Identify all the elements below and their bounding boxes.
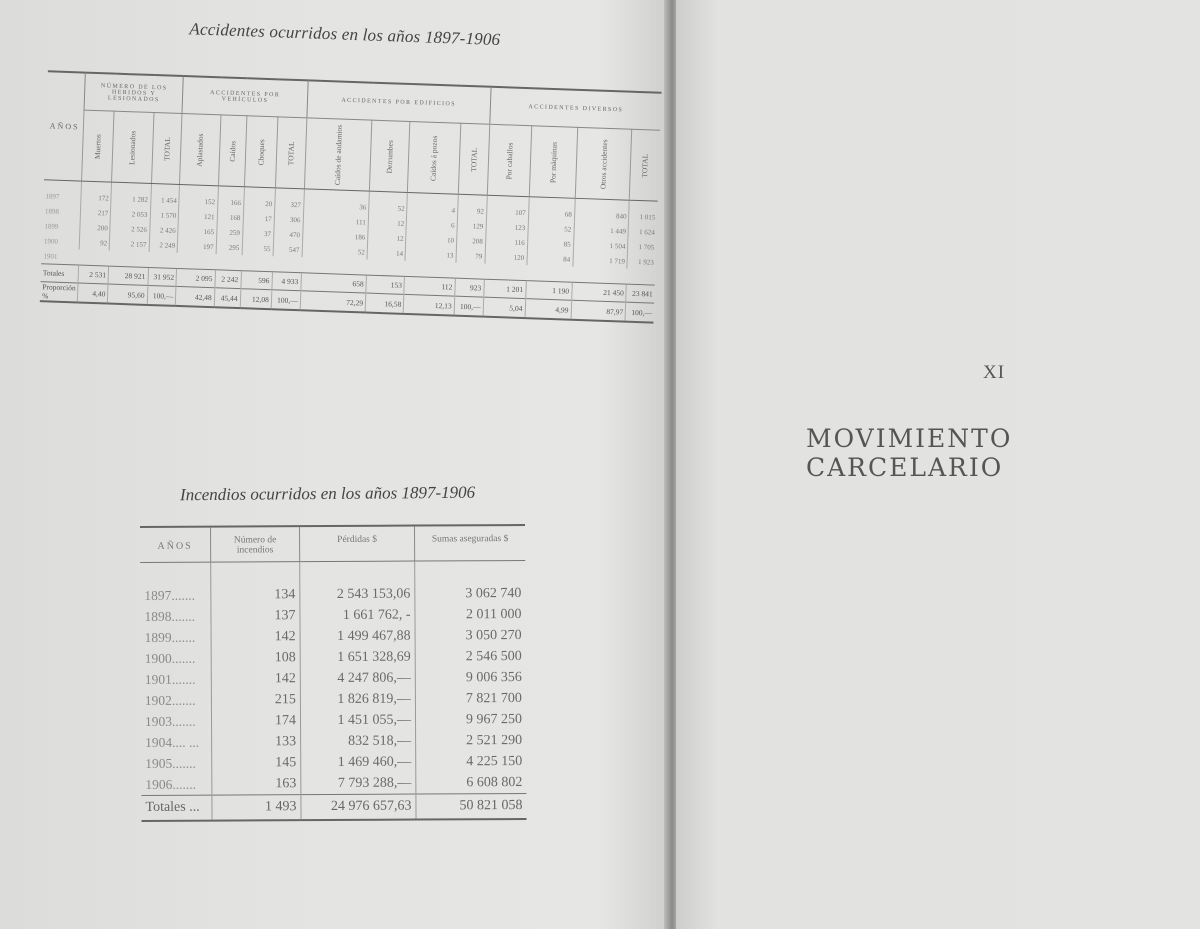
table-row (141, 688, 526, 711)
accidents-cell: 186 (302, 227, 368, 244)
accidents-cell: 2 053 (111, 206, 151, 222)
accidents-subheader-label: Por máquinas (547, 141, 559, 183)
accidents-subheader (218, 115, 246, 187)
fires-year: 1898....... (144, 608, 196, 624)
accidents-totals-label: Totales (41, 264, 79, 283)
accidents-total-cell: 923 (455, 278, 484, 297)
accidents-table (40, 70, 662, 323)
fires-year: 1899....... (144, 629, 196, 645)
accidents-cell: 1 719 (572, 252, 627, 269)
accidents-year: 1897 (45, 191, 60, 201)
accidents-cell: 306 (274, 211, 303, 227)
accidents-subheader-label: TOTAL (640, 153, 651, 178)
accidents-cell: 1 570 (150, 207, 179, 223)
accidents-cell: 120 (485, 249, 527, 265)
accidents-cell: 1 015 (629, 200, 658, 224)
accidents-subheader (408, 121, 461, 194)
chapter-title: MOVIMIENTO CARCELARIO (806, 424, 1013, 482)
fires-count: 108 (211, 647, 300, 668)
fires-count: 163 (212, 773, 301, 795)
fires-losses: 7 793 288,— (301, 773, 416, 795)
fires-year: 1901....... (144, 671, 196, 687)
accidents-percent-cell: 16,58 (365, 293, 404, 314)
accidents-cell: 37 (242, 225, 274, 241)
accidents-cell: 2 426 (149, 222, 178, 238)
accidents-subheader (575, 127, 632, 200)
accidents-total-cell: 2 531 (78, 265, 109, 284)
accidents-cell: 116 (485, 234, 527, 250)
accidents-cell: 12 (368, 215, 407, 231)
accidents-group-header: ACCIDENTES POR VEHÍCULOS (182, 76, 308, 118)
accidents-cell: 1 454 (150, 183, 180, 207)
accidents-subheader (630, 129, 661, 201)
accidents-year: 1900 (43, 236, 59, 246)
accidents-cell: 92 (80, 235, 111, 251)
fires-insured: 3 050 270 (415, 625, 526, 647)
table-row (140, 560, 525, 606)
fires-insured: 2 521 290 (416, 730, 527, 752)
fires-year: 1897....... (144, 587, 196, 603)
accidents-cell: 1 923 (627, 254, 656, 270)
accidents-percent-cell: 72,29 (300, 291, 366, 313)
accidents-percent-cell: 5,04 (483, 297, 526, 318)
accidents-subheader (180, 114, 221, 186)
fires-totals-losses: 24 976 657,63 (301, 794, 416, 820)
fires-losses: 832 518,— (301, 731, 416, 753)
fires-insured: 6 608 802 (416, 772, 527, 794)
accidents-total-cell: 2 242 (215, 270, 241, 289)
fires-count: 134 (211, 562, 300, 606)
accidents-total-cell: 21 450 (571, 282, 626, 302)
accidents-year: 1898 (44, 206, 60, 216)
accidents-cell: 52 (302, 242, 368, 259)
accidents-cell: 84 (526, 250, 573, 267)
accidents-subheader (112, 111, 154, 183)
accidents-cell: 12 (368, 230, 407, 246)
fires-insured: 2 546 500 (415, 646, 526, 668)
fires-year: 1904.... ... (145, 734, 200, 750)
accidents-percent-cell: 100,— (271, 290, 301, 310)
accidents-subheader (275, 117, 306, 189)
accidents-cell: 2 249 (149, 237, 178, 253)
accidents-cell: 1 282 (111, 182, 151, 207)
accidents-cell: 4 (407, 192, 458, 217)
fires-count: 142 (211, 626, 300, 647)
accidents-cell: 20 (243, 187, 275, 212)
accidents-subheader (369, 120, 410, 192)
fires-title: Incendios ocurridos en los años 1897-1906 (179, 482, 476, 505)
accidents-group-header: ACCIDENTES DIVERSOS (489, 87, 661, 130)
accidents-subheader (304, 118, 372, 191)
accidents-cell: 208 (456, 233, 485, 249)
accidents-percent-label: Proporción % (40, 282, 79, 303)
fires-losses: 1 661 762, - (300, 605, 415, 627)
accidents-percent-cell: 42,48 (176, 286, 215, 307)
accidents-percent-cell: 100,— (625, 302, 654, 322)
fires-insured: 2 011 000 (415, 604, 526, 626)
fires-count: 137 (211, 605, 300, 626)
accidents-subheader-label: TOTAL (161, 136, 172, 161)
accidents-total-cell: 28 921 (108, 266, 148, 285)
accidents-cell: 10 (406, 231, 457, 248)
fires-insured: 9 967 250 (415, 709, 526, 731)
accidents-subheader (244, 116, 278, 188)
accidents-total-cell: 658 (301, 273, 367, 293)
accidents-subheader-label: Caídos (227, 140, 238, 162)
accidents-percent-cell: 4,40 (78, 283, 109, 304)
accidents-cell: 166 (217, 186, 244, 210)
fires-losses: 1 469 460,— (301, 752, 416, 774)
accidents-percent-cell: 12,08 (240, 289, 272, 310)
accidents-percent-cell: 100,— (454, 296, 484, 316)
fires-count: 145 (212, 752, 301, 773)
accidents-subheader (458, 123, 489, 195)
fires-losses: 2 543 153,06 (300, 561, 415, 605)
table-row (141, 709, 526, 732)
fires-count: 174 (211, 710, 300, 731)
accidents-cell: 129 (457, 218, 486, 234)
accidents-subheader-label: Por caballos (503, 141, 515, 180)
accidents-cell: 217 (81, 205, 112, 221)
accidents-cell: 2 526 (110, 221, 150, 237)
accidents-total-cell: 4 933 (272, 272, 301, 291)
fires-header-perdidas: Pérdidas $ (300, 526, 415, 562)
accidents-cell: 259 (216, 224, 242, 240)
accidents-subheader-label: TOTAL (468, 147, 479, 172)
accidents-cell: 172 (81, 181, 112, 206)
accidents-year: 1899 (44, 221, 59, 231)
fires-year: 1902....... (144, 692, 196, 708)
accidents-percent-cell: 45,44 (214, 288, 241, 308)
accidents-cell: 68 (528, 197, 575, 222)
fires-year: 1900....... (144, 650, 196, 666)
accidents-total-cell: 153 (366, 275, 405, 294)
fires-insured: 9 006 356 (415, 667, 526, 689)
accidents-subheader-label: Otros accidentes (598, 138, 609, 189)
fires-table-body (140, 560, 526, 795)
accidents-section (26, 10, 656, 421)
accidents-subheader-label: Lesionados (127, 130, 138, 165)
accidents-cell: 1 705 (628, 239, 657, 255)
fires-count: 142 (211, 668, 300, 689)
accidents-percent-cell: 4,99 (525, 299, 572, 320)
accidents-cell: 200 (80, 220, 111, 236)
accidents-percent-cell: 12,13 (404, 294, 455, 315)
accidents-cell: 168 (217, 209, 243, 225)
fires-losses: 4 247 806,— (300, 668, 415, 690)
fires-totals-label: Totales ... (141, 795, 212, 821)
accidents-group-header: NÚMERO DE LOS HERIDOS Y LESIONADOS (84, 73, 183, 114)
accidents-total-cell: 31 952 (147, 267, 176, 286)
accidents-year: 1901 (43, 251, 58, 261)
accidents-cell: 111 (303, 212, 369, 229)
fires-year: 1905....... (145, 755, 196, 771)
accidents-cell: 2 157 (109, 236, 149, 252)
accidents-cell: 197 (177, 238, 216, 254)
accidents-total-cell: 1 190 (525, 281, 572, 301)
fires-header-anos: AÑOS (140, 527, 211, 563)
fires-totals-count: 1 493 (212, 795, 301, 821)
accidents-cell: 107 (486, 195, 529, 220)
fires-insured: 7 821 700 (415, 688, 526, 710)
accidents-subheader (529, 126, 577, 199)
fires-losses: 1 826 819,— (300, 689, 415, 711)
accidents-total-cell: 23 841 (626, 284, 655, 303)
accidents-total-cell: 112 (404, 276, 455, 296)
accidents-cell: 92 (457, 194, 487, 218)
fires-losses: 1 451 055,— (300, 710, 415, 732)
accidents-cell: 123 (486, 219, 528, 235)
accidents-cell: 470 (273, 226, 302, 242)
accidents-cell: 17 (243, 210, 275, 226)
accidents-cell: 1 624 (628, 224, 657, 240)
fires-totals-row (141, 793, 526, 821)
table-row (141, 751, 526, 774)
accidents-cell: 1 449 (573, 222, 628, 239)
accidents-subheader (82, 110, 114, 182)
fires-year: 1903....... (144, 713, 196, 729)
fires-year: 1906....... (145, 776, 197, 792)
accidents-cell: 6 (406, 216, 457, 233)
accidents-total-cell: 2 095 (176, 268, 215, 287)
table-row (141, 667, 526, 690)
accidents-subheader-label: Muertos (93, 133, 104, 159)
accidents-cell: 79 (456, 248, 485, 264)
accidents-subheader-label: Caídos de andamios (332, 124, 344, 185)
accidents-percent-cell: 95,60 (108, 284, 148, 305)
fires-count: 215 (211, 689, 300, 710)
fires-table (140, 524, 527, 822)
fires-count: 133 (212, 731, 301, 752)
table-row (141, 625, 526, 648)
fires-header-sumas: Sumas aseguradas $ (415, 525, 526, 561)
accidents-total-cell: 1 201 (483, 279, 525, 298)
accidents-total-cell: 596 (240, 271, 272, 290)
accidents-percent-cell: 87,97 (571, 300, 626, 321)
accidents-cell: 55 (242, 240, 274, 256)
accidents-cell: 85 (527, 235, 574, 252)
accidents-percent-cell: 100,— (147, 285, 177, 305)
accidents-cell: 1 504 (573, 237, 628, 254)
accidents-header-anos: AÑOS (44, 71, 86, 181)
table-row (140, 604, 525, 627)
accidents-subheader-label: TOTAL (285, 140, 296, 165)
table-row (141, 646, 526, 669)
accidents-subheader-label: Choques (255, 138, 266, 166)
accidents-subheader-label: Derrumbes (384, 139, 395, 174)
fires-header-numero: Número de incendios (211, 526, 300, 562)
chapter-number: XI (983, 362, 1006, 383)
accidents-cell: 36 (303, 189, 369, 215)
accidents-subheader (151, 113, 182, 185)
accidents-subheader-label: Caídos á pozos (428, 134, 440, 181)
accidents-cell: 14 (367, 245, 406, 261)
accidents-cell: 121 (179, 208, 218, 224)
accidents-subheader-label: Aplastados (195, 132, 206, 167)
fires-losses: 1 651 328,69 (300, 647, 415, 669)
accidents-subheader (487, 124, 531, 196)
accidents-cell: 13 (405, 246, 456, 263)
accidents-cell: 327 (274, 188, 304, 212)
fires-insured: 4 225 150 (416, 751, 527, 773)
accidents-cell: 295 (216, 239, 242, 255)
fires-totals-insured: 50 821 058 (416, 793, 527, 819)
accidents-title: Accidentes ocurridos en los años 1897-1906 (189, 19, 501, 50)
accidents-cell: 547 (273, 241, 302, 257)
accidents-cell: 152 (179, 184, 218, 209)
table-row (141, 730, 526, 753)
accidents-cell: 52 (527, 220, 574, 237)
accidents-cell: 165 (178, 223, 217, 239)
fires-losses: 1 499 467,88 (300, 626, 415, 648)
accidents-cell: 52 (369, 191, 408, 216)
table-row (141, 772, 526, 796)
accidents-cell: 840 (574, 198, 630, 223)
accidents-group-header: ACCIDENTES POR EDIFICIOS (307, 80, 491, 124)
fires-insured: 3 062 740 (415, 560, 526, 604)
